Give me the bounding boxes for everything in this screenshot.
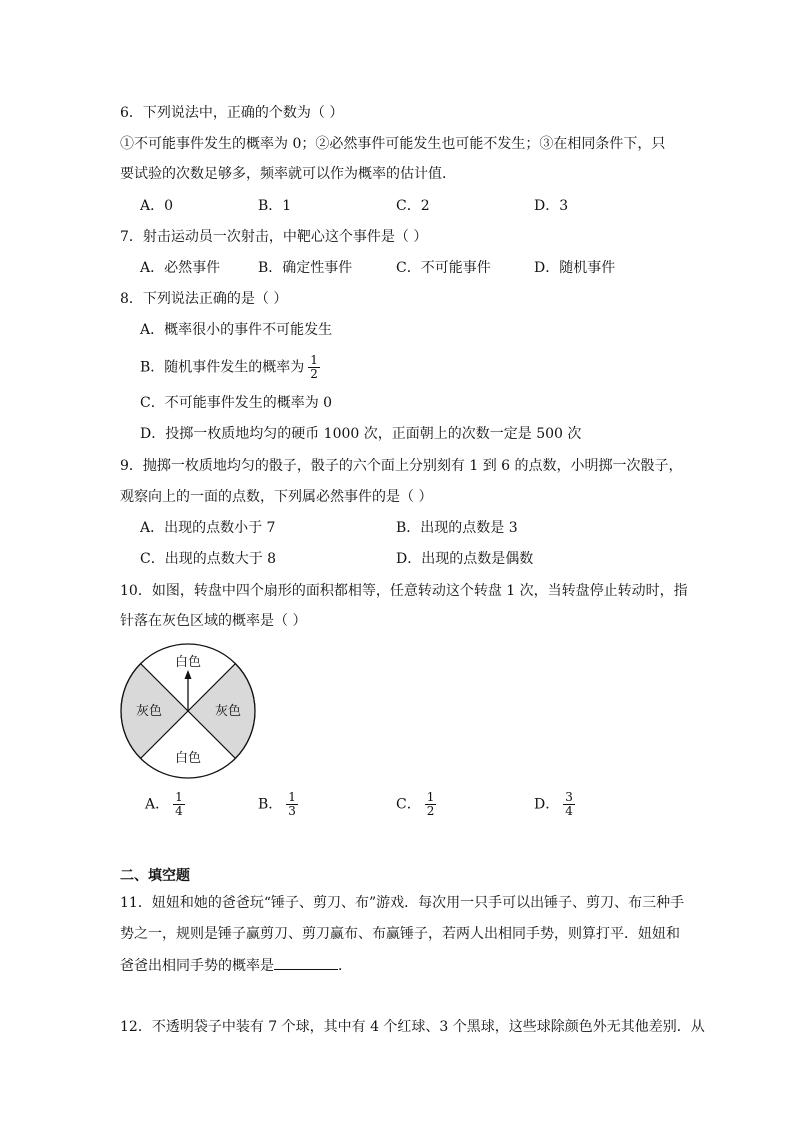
- q6-stem: 6．下列说法中，正确的个数为（ ）: [120, 105, 344, 121]
- pointer-arrowhead-icon: [185, 670, 192, 679]
- q7-option-a: A．必然事件: [140, 260, 221, 276]
- q6-option-d: D．3: [534, 198, 569, 214]
- fraction-denominator: 2: [310, 367, 318, 381]
- q11-line3-end: ．: [338, 958, 352, 974]
- answer-blank[interactable]: [274, 955, 338, 970]
- q6-option-b: B．1: [258, 198, 292, 214]
- q9-option-b: B．出现的点数是 3: [396, 520, 518, 536]
- q11-line3: [120, 955, 352, 976]
- fraction-denominator: 2: [426, 804, 435, 818]
- q9-option-c: C．出现的点数大于 8: [140, 551, 277, 567]
- q9-line1: 9．抛掷一枚质地均匀的骰子，骰子的六个面上分别刻有 1 到 6 的点数，小明掷一次骰子，: [120, 458, 683, 474]
- fraction-denominator: 4: [565, 804, 573, 818]
- q6-body-line2: 要试验的次数足够多，频率就可以作为概率的估计值．: [120, 166, 456, 182]
- spinner-figure: [118, 641, 258, 781]
- q8-option-a: A．概率很小的事件不可能发生: [140, 322, 333, 338]
- option-label: B．: [258, 796, 283, 813]
- q8-option-d: D．投掷一枚质地均匀的硬币 1000 次，正面朝上的次数一定是 500 次: [140, 426, 582, 442]
- q9-option-a: A．出现的点数小于 7: [140, 520, 276, 536]
- option-fraction: [286, 791, 298, 818]
- spinner-label-top: 白色: [174, 655, 202, 670]
- option-fraction: [173, 791, 185, 818]
- q11-line2: 势之一，规则是锤子赢剪刀、剪刀赢布、布赢锤子，若两人出相同手势，则算打平．妞妞和: [120, 926, 680, 942]
- spinner-label-bottom: 白色: [174, 751, 202, 766]
- q9-option-d: D．出现的点数是偶数: [396, 551, 534, 567]
- q10-option-d: [534, 791, 575, 818]
- q8-stem: 8．下列说法正确的是（ ）: [120, 291, 288, 307]
- fraction-numerator: 1: [175, 790, 183, 804]
- fraction-numerator: 1: [426, 790, 435, 804]
- fraction-numerator: 3: [565, 790, 573, 804]
- spinner-label-right: 灰色: [214, 704, 242, 719]
- q8-option-b-fraction: [308, 354, 320, 381]
- q10-option-b: [258, 791, 298, 818]
- q11-line1: 11．妞妞和她的爸爸玩“锤子、剪刀、布”游戏．每次用一只手可以出锤子、剪刀、布三种手: [120, 895, 685, 911]
- fraction-numerator: 1: [310, 353, 318, 367]
- q7-stem: 7．射击运动员一次射击，中靶心这个事件是（ ）: [120, 229, 428, 245]
- q7-option-d: D．随机事件: [534, 260, 616, 276]
- q7-option-b: B．确定性事件: [258, 260, 353, 276]
- option-label: D．: [534, 796, 560, 813]
- q12-line1: 12．不透明袋子中装有 7 个球，其中有 4 个红球、3 个黑球，这些球除颜色外无其他差别．从: [120, 1019, 705, 1035]
- q6-body-line1: ①不可能事件发生的概率为 0；②必然事件可能发生也可能不发生；③在相同条件下，只: [120, 136, 666, 152]
- q8-option-b-text: B．随机事件发生的概率为: [140, 359, 305, 376]
- section-title-fill-in: 二、填空题: [120, 868, 190, 884]
- fraction-denominator: 3: [288, 804, 296, 818]
- q6-option-a: A．0: [140, 198, 174, 214]
- option-fraction: [563, 791, 575, 818]
- q8-option-b: [140, 354, 320, 381]
- fraction-numerator: 1: [288, 790, 296, 804]
- q8-option-c: C．不可能事件发生的概率为 0: [140, 395, 333, 411]
- q10-line2: 针落在灰色区域的概率是（ ）: [120, 613, 307, 629]
- option-label: C．: [396, 796, 421, 813]
- q6-option-c: C．2: [396, 198, 430, 214]
- fraction-denominator: 4: [175, 804, 183, 818]
- option-fraction: [425, 791, 437, 818]
- q9-line2: 观察向上的一面的点数，下列属必然事件的是（ ）: [120, 489, 433, 505]
- q11-line3-text: 爸爸出相同手势的概率是: [120, 958, 274, 974]
- option-label: A．: [145, 796, 170, 813]
- q7-option-c: C．不可能事件: [396, 260, 491, 276]
- q10-line1: 10．如图，转盘中四个扇形的面积都相等，任意转动这个转盘 1 次，当转盘停止转动时，指: [120, 583, 688, 599]
- q10-option-c: [396, 791, 436, 818]
- spinner-label-left: 灰色: [135, 704, 163, 719]
- q10-option-a: [145, 791, 185, 818]
